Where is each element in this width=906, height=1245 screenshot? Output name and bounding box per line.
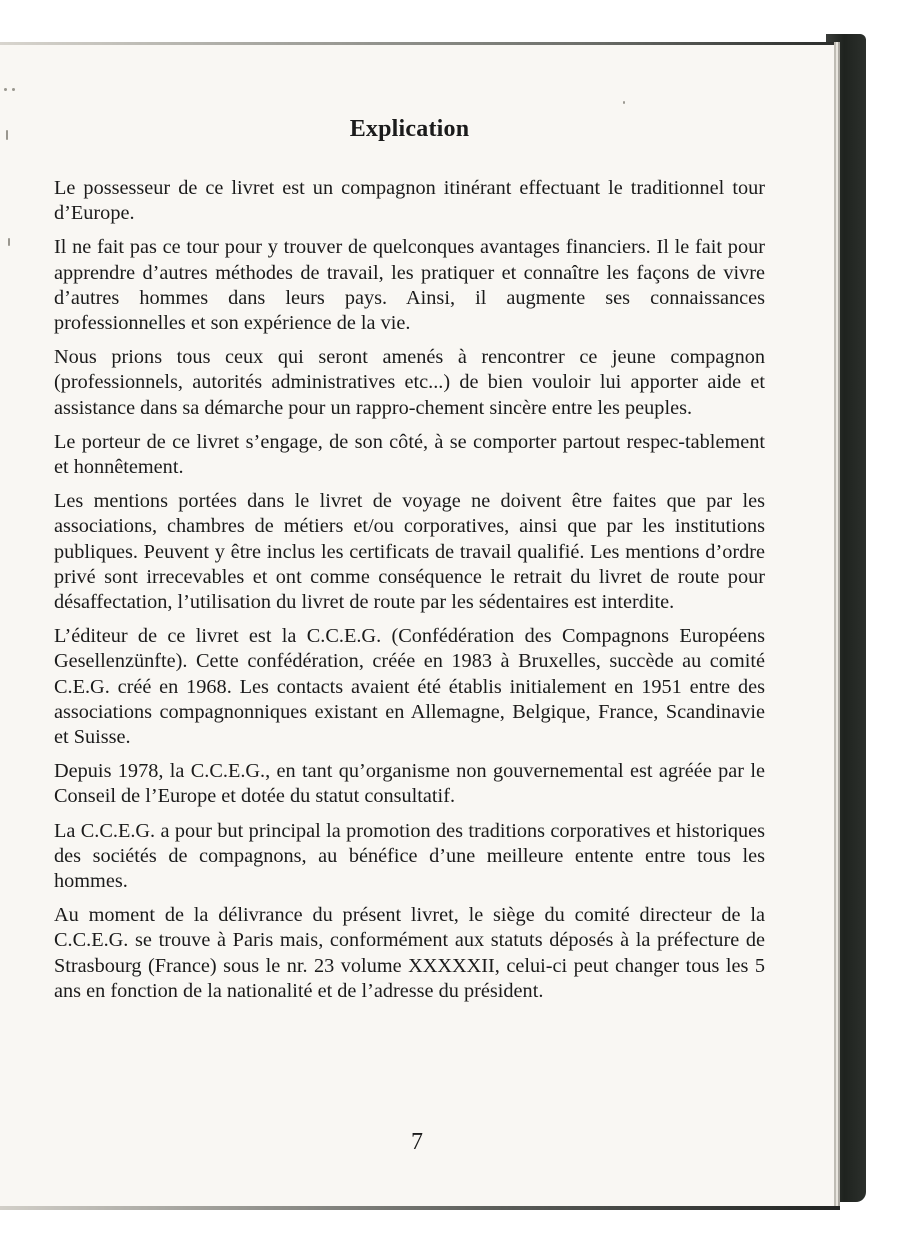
page-bottom-edge	[0, 1206, 840, 1210]
paper-speck	[4, 88, 7, 91]
paper-speck	[623, 101, 625, 104]
paragraph: Au moment de la délivrance du présent livret, le siège du comité directeur de la C.C.E.G. se trouve à Paris mais, conformément aux statuts déposés à la préfecture de Strasbourg (France) sous le nr. 23 volume XXXXXII, celui-ci peut changer tous les 5 ans en fonction de la nationalité et de l’adresse du président.	[54, 904, 765, 1002]
page-title: Explication	[349, 116, 470, 142]
paragraph: Le porteur de ce livret s’engage, de son côté, à se comporter partout respec-tablement et honnêtement.	[54, 430, 765, 479]
paper-speck	[6, 130, 8, 140]
paragraph: Il ne fait pas ce tour pour y trouver de quelconques avantages financiers. Il le fait pour apprendre d’autres méthodes de travail, les pratiquer et connaître les façons de vivre d’autres hommes dans leurs pays. Ainsi, il augmente ses connaissances professionnelles et son expérience de la vie.	[54, 236, 765, 335]
paragraph: L’éditeur de ce livret est la C.C.E.G. (Confédération des Compagnons Européens Gesellenzünfte). Cette confédération, créée en 1983 à Bruxelles, succède au comité C.E.G. créé en 1968. Les contacts avaient été établis initialement en 1951 entre des associations compagnonniques existant en Allemagne, Belgique, France, Scandinavie et Suisse.	[54, 625, 765, 749]
paragraph: Depuis 1978, la C.C.E.G., en tant qu’organisme non gouvernemental est agréée par le Conseil de l’Europe et dotée du statut consultatif.	[54, 760, 765, 808]
page-content	[54, 112, 765, 1013]
page-number: 7	[411, 1129, 423, 1155]
paragraph: Nous prions tous ceux qui seront amenés à rencontrer ce jeune compagnon (professionnels, autorités administratives etc...) de bien vouloir lui apporter aide et assistance dans sa démarche pour un rappro-chement sincère entre les peuples.	[54, 346, 765, 419]
paragraph: Le possesseur de ce livret est un compagnon itinérant effectuant le traditionnel tour d’Europe.	[54, 177, 765, 225]
paper-speck	[8, 238, 10, 246]
paragraph: Les mentions portées dans le livret de voyage ne doivent être faites que par les associations, chambres de métiers et/ou corporatives, ainsi que par les institutions publiques. Peuvent y être inclus les certificats de travail qualifié. Les mentions d’ordre privé sont irrecevables et ont comme conséquence le retrait du livret de route pour désaffectation, l’utilisation du livret de route par les sédentaires est interdite.	[54, 490, 765, 614]
paragraph: La C.C.E.G. a pour but principal la promotion des traditions corporatives et historiques des sociétés de compagnons, au bénéfice d’une meilleure entente entre tous les hommes.	[54, 819, 765, 893]
paper-speck	[12, 88, 15, 91]
page-top-edge	[0, 42, 834, 45]
